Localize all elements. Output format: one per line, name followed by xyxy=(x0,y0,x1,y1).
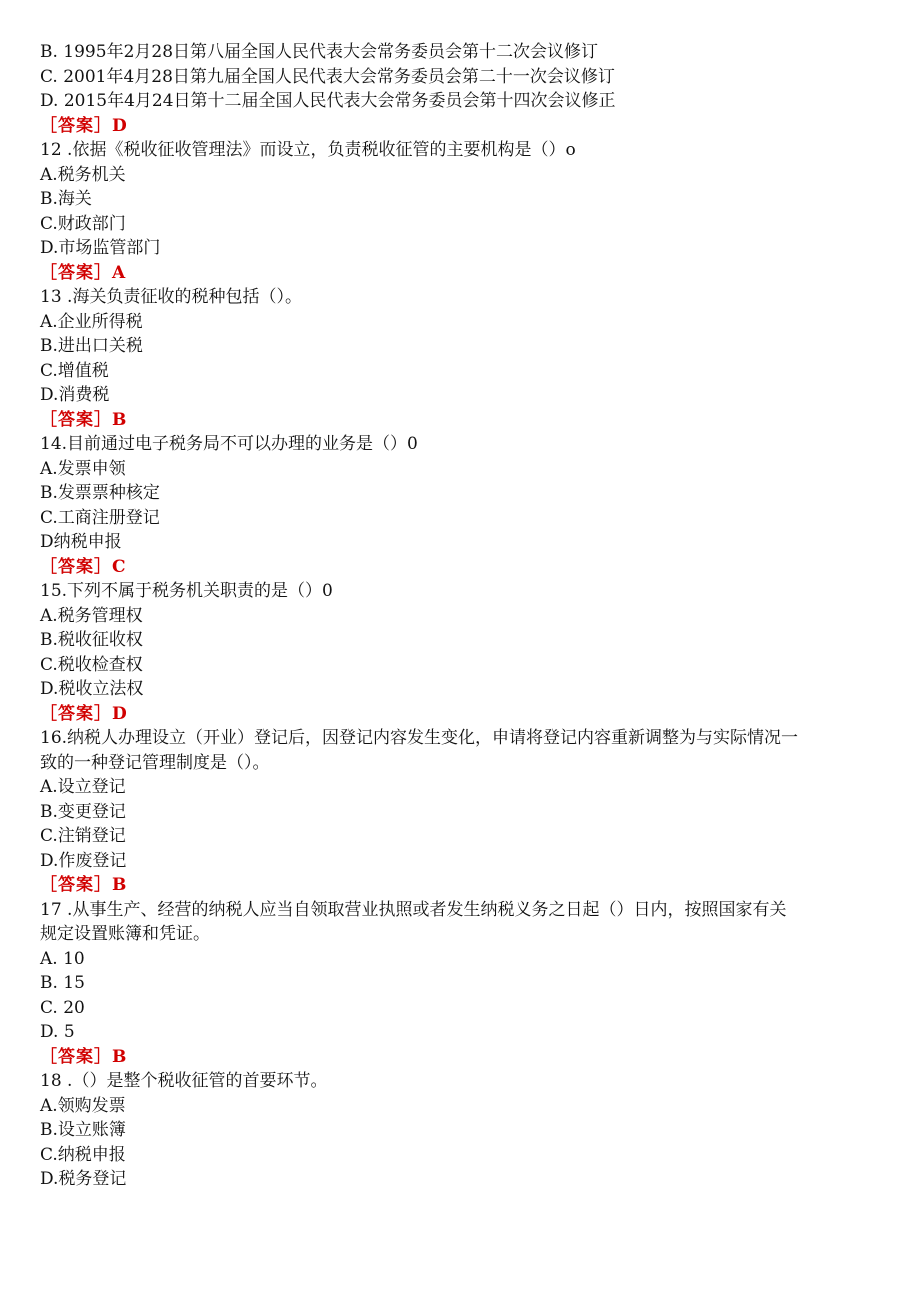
option-line: A.税务机关 xyxy=(40,164,126,185)
question-line: 16.纳税人办理设立（开业）登记后，因登记内容发生变化，申请将登记内容重新调整为与实际情况一 xyxy=(40,728,799,748)
question-line: 致的一种登记管理制度是（）。 xyxy=(40,752,270,773)
option-line: A.税务管理权 xyxy=(40,605,143,626)
option-line: C.工商注册登记 xyxy=(40,507,160,528)
answer-line: ［答案］B xyxy=(40,875,128,895)
answer-line: ［答案］A xyxy=(40,262,127,283)
option-line: C.注销登记 xyxy=(40,826,126,846)
option-line: B. 1995年2月28日第八届全国人民代表大会常务委员会第十二次会议修订 xyxy=(40,42,599,62)
option-line: D.作废登记 xyxy=(40,850,127,871)
option-line: A.企业所得税 xyxy=(40,311,143,332)
option-line: C.增值税 xyxy=(40,360,109,381)
question-line: 14.目前通过电子税务局不可以办理的业务是（）0 xyxy=(40,434,418,454)
option-line: D纳税申报 xyxy=(40,532,122,552)
question-line: 13 .海关负责征收的税种包括（）。 xyxy=(40,287,302,307)
option-line: B.进出口关税 xyxy=(40,336,143,356)
answer-line: ［答案］B xyxy=(40,1046,128,1067)
option-line: D.税务登记 xyxy=(40,1169,127,1189)
option-line: D.市场监管部门 xyxy=(40,238,161,258)
option-line: D. 2015年4月24日第十二届全国人民代表大会常务委员会第十四次会议修正 xyxy=(40,91,616,111)
option-line: B.税收征收权 xyxy=(40,630,143,650)
option-line: A.设立登记 xyxy=(40,777,126,797)
option-line: B.海关 xyxy=(40,189,92,209)
question-line: 18 .（）是整个税收征管的首要环节。 xyxy=(40,1071,328,1091)
question-line: 17 .从事生产、经营的纳税人应当自领取营业执照或者发生纳税义务之日起（）日内，按照国家有关 xyxy=(40,899,787,920)
option-line: B. 15 xyxy=(40,973,85,993)
option-line: B.设立账簿 xyxy=(40,1120,126,1140)
answer-line: ［答案］C xyxy=(40,556,127,577)
option-line: C.纳税申报 xyxy=(40,1144,126,1165)
option-line: D. 5 xyxy=(40,1022,75,1042)
option-line: B.变更登记 xyxy=(40,801,126,822)
question-line: 12 .依据《税收征收管理法》而设立，负责税收征管的主要机构是（）o xyxy=(40,140,576,160)
option-line: D.税收立法权 xyxy=(40,679,144,699)
question-line: 规定设置账簿和凭证。 xyxy=(40,924,210,944)
option-line: B.发票票种核定 xyxy=(40,483,160,503)
option-line: C.财政部门 xyxy=(40,213,126,234)
option-line: C.税收检查权 xyxy=(40,654,143,675)
option-line: C. 20 xyxy=(40,997,85,1018)
question-line: 15.下列不属于税务机关职责的是（）0 xyxy=(40,581,333,601)
answer-line: ［答案］D xyxy=(40,703,128,724)
answer-line: ［答案］D xyxy=(40,115,128,136)
option-line: C. 2001年4月28日第九届全国人民代表大会常务委员会第二十一次会议修订 xyxy=(40,66,615,87)
option-line: A.领购发票 xyxy=(40,1095,126,1116)
option-line: D.消费税 xyxy=(40,385,110,405)
option-line: A.发票申领 xyxy=(40,458,126,479)
answer-line: ［答案］B xyxy=(40,409,128,430)
option-line: A. 10 xyxy=(40,948,85,969)
document-body xyxy=(40,40,870,1192)
